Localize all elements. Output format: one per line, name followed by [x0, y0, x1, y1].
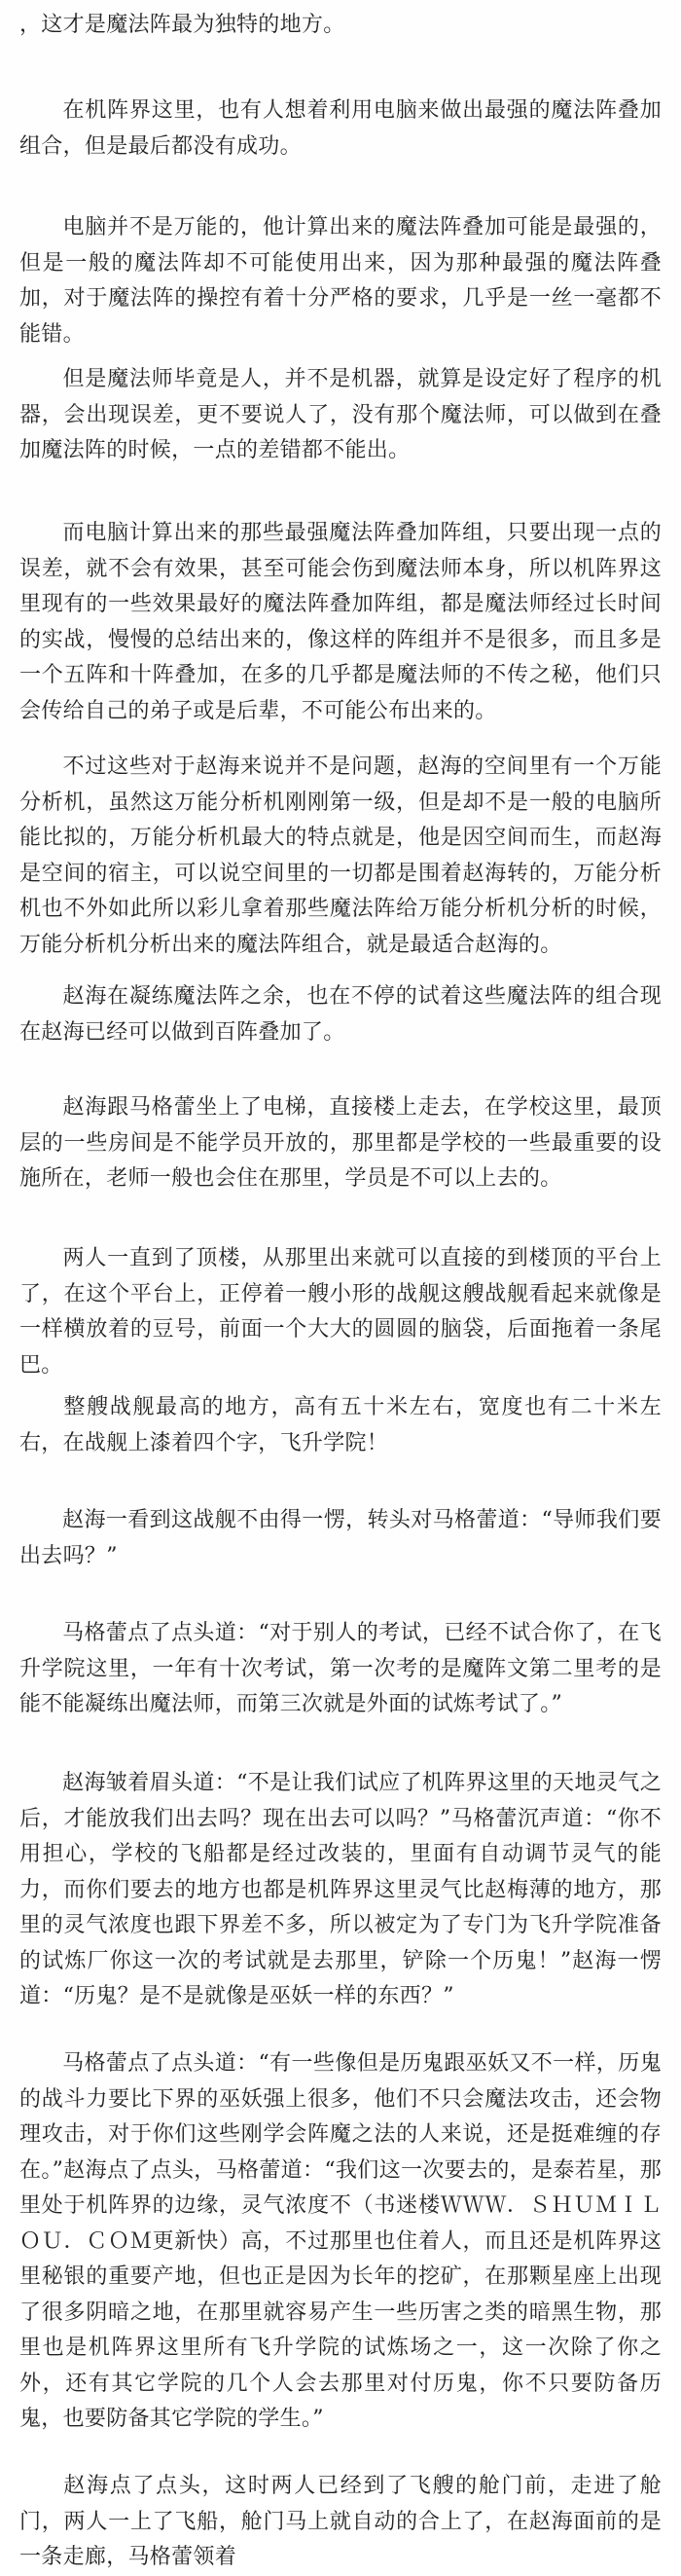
paragraph-1-text: ，这才是魔法阵最为独特的地方。	[19, 13, 345, 37]
paragraph-9	[19, 1241, 662, 1383]
paragraph-8-text: 赵海跟马格蕾坐上了电梯，直接楼上走去，在学校这里，最顶层的一些房间是不能学员开放的，那里都是学校的一些最重要的设施所在，老师一般也会住在那里，学员是不可以上去的。	[19, 1095, 662, 1191]
paragraph-11	[19, 1503, 662, 1574]
paragraph-1	[19, 8, 662, 44]
paragraph-5	[19, 516, 662, 729]
paragraph-7	[19, 979, 662, 1050]
paragraph-14	[19, 2046, 662, 2438]
paragraph-12	[19, 1616, 662, 1723]
paragraph-5-text: 而电脑计算出来的那些最强魔法阵叠加阵组，只要出现一点的误差，就不会有效果，甚至可能会伤到魔法师本身，所以机阵界这里现有的一些效果最好的魔法阵叠加阵组，都是魔法师经过长时间的实战，慢慢的总结出来的，像这样的阵组并不是很多，而且多是一个五阵和十阵叠加，在多的几乎都是魔法师的不传之秘，他们只会传给自己的弟子或是后辈，不可能公布出来的。	[19, 521, 662, 723]
paragraph-9-text: 两人一直到了顶楼，从那里出来就可以直接的到楼顶的平台上了，在这个平台上，正停着一艘小形的战舰这艘战舰看起来就像是一样横放着的豆号，前面一个大大的圆圆的脑袋，后面拖着一条尾巴。	[19, 1246, 662, 1378]
paragraph-3-text: 电脑并不是万能的，他计算出来的魔法阵叠加可能是最强的，但是一般的魔法阵却不可能使用出来，因为那种最强的魔法阵叠加，对于魔法阵的操控有着十分严格的要求，几乎是一丝一毫都不能错。	[19, 215, 662, 347]
paragraph-10-text: 整艘战舰最高的地方，高有五十米左右，宽度也有二十米左右，在战舰上漆着四个字，飞升学院！	[19, 1395, 662, 1455]
paragraph-14-text: 马格蕾点了点头道：“有一些像但是历鬼跟巫妖又不一样，历鬼的战斗力要比下界的巫妖强上很多，他们不只会魔法攻击，还会物理攻击，对于你们这些刚学会阵魔之法的人来说，还是挺难缠的存在。”赵海点了点头，马格蕾道：“我们这一次要去的，是泰若星，那里处于机阵界的边缘，灵气浓度不（书迷楼ＷＷＷ．ＳＨＵＭＩＬＯＵ．ＣＯＭ更新快）高，不过那里也住着人，而且还是机阵界这里秘银的重要产地，但也正是因为长年的挖矿，在那颗星座上出现了很多阴暗之地，在那里就容易产生一些历害之类的暗黑生物，那里也是机阵界这里所有飞升学院的试炼场之一，这一次除了你之外，还有其它学院的几个人会去那里对付历鬼，你不只要防备历鬼，也要防备其它学院的学生。”	[19, 2051, 662, 2431]
paragraph-7-text: 赵海在凝练魔法阵之余，也在不停的试着这些魔法阵的组合现在赵海已经可以做到百阵叠加了。	[19, 984, 662, 1045]
paragraph-6	[19, 750, 662, 963]
paragraph-2-text: 在机阵界这里，也有人想着利用电脑来做出最强的魔法阵叠加组合，但是最后都没有成功。	[19, 98, 662, 159]
paragraph-13-text: 赵海皱着眉头道：“不是让我们试应了机阵界这里的天地灵气之后，才能放我们出去吗？现在出去可以吗？”马格蕾沉声道：“你不用担心，学校的飞船都是经过改装的，里面有自动调节灵气的能力，而你们要去的地方也都是机阵界这里灵气比赵梅薄的地方，那里的灵气浓度也跟下界差不多，所以被定为了专门为飞升学院准备的试炼厂你这一次的考试就是去那里，铲除一个历鬼！”赵海一愣道：“历鬼？是不是就像是巫妖一样的东西？”	[19, 1771, 662, 2008]
paragraph-6-text: 不过这些对于赵海来说并不是问题，赵海的空间里有一个万能分析机，虽然这万能分析机刚刚第一级，但是却不是一般的电脑所能比拟的，万能分析机最大的特点就是，他是因空间而生，而赵海是空间的宿主，可以说空间里的一切都是围着赵海转的，万能分析机也不外如此所以彩儿拿着那些魔法阵给万能分析机分析的时候，万能分析机分析出来的魔法阵组合，就是最适合赵海的。	[19, 754, 662, 957]
paragraph-8	[19, 1090, 662, 1197]
paragraph-12-text: 马格蕾点了点头道：“对于别人的考试，已经不试合你了，在飞升学院这里，一年有十次考试，第一次考的是魔阵文第二里考的是能不能凝练出魔法师，而第三次就是外面的试炼考试了。”	[19, 1621, 662, 1716]
paragraph-11-text: 赵海一看到这战舰不由得一愣，转头对马格蕾道：“导师我们要出去吗？”	[19, 1508, 662, 1568]
paragraph-15	[19, 2469, 662, 2576]
paragraph-10	[19, 1390, 662, 1461]
paragraph-15-text: 赵海点了点头，这时两人已经到了飞艘的舱门前，走进了舱门，两人一上了飞船，舱门马上就自动的合上了，在赵海面前的是一条走廊，马格蕾领着	[19, 2474, 662, 2569]
paragraph-13	[19, 1766, 662, 2015]
paragraph-4	[19, 362, 662, 469]
paragraph-3	[19, 210, 662, 352]
paragraph-4-text: 但是魔法师毕竟是人，并不是机器，就算是设定好了程序的机器，会出现误差，更不要说人了，没有那个魔法师，可以做到在叠加魔法阵的时候，一点的差错都不能出。	[19, 367, 662, 462]
paragraph-2	[19, 93, 662, 165]
